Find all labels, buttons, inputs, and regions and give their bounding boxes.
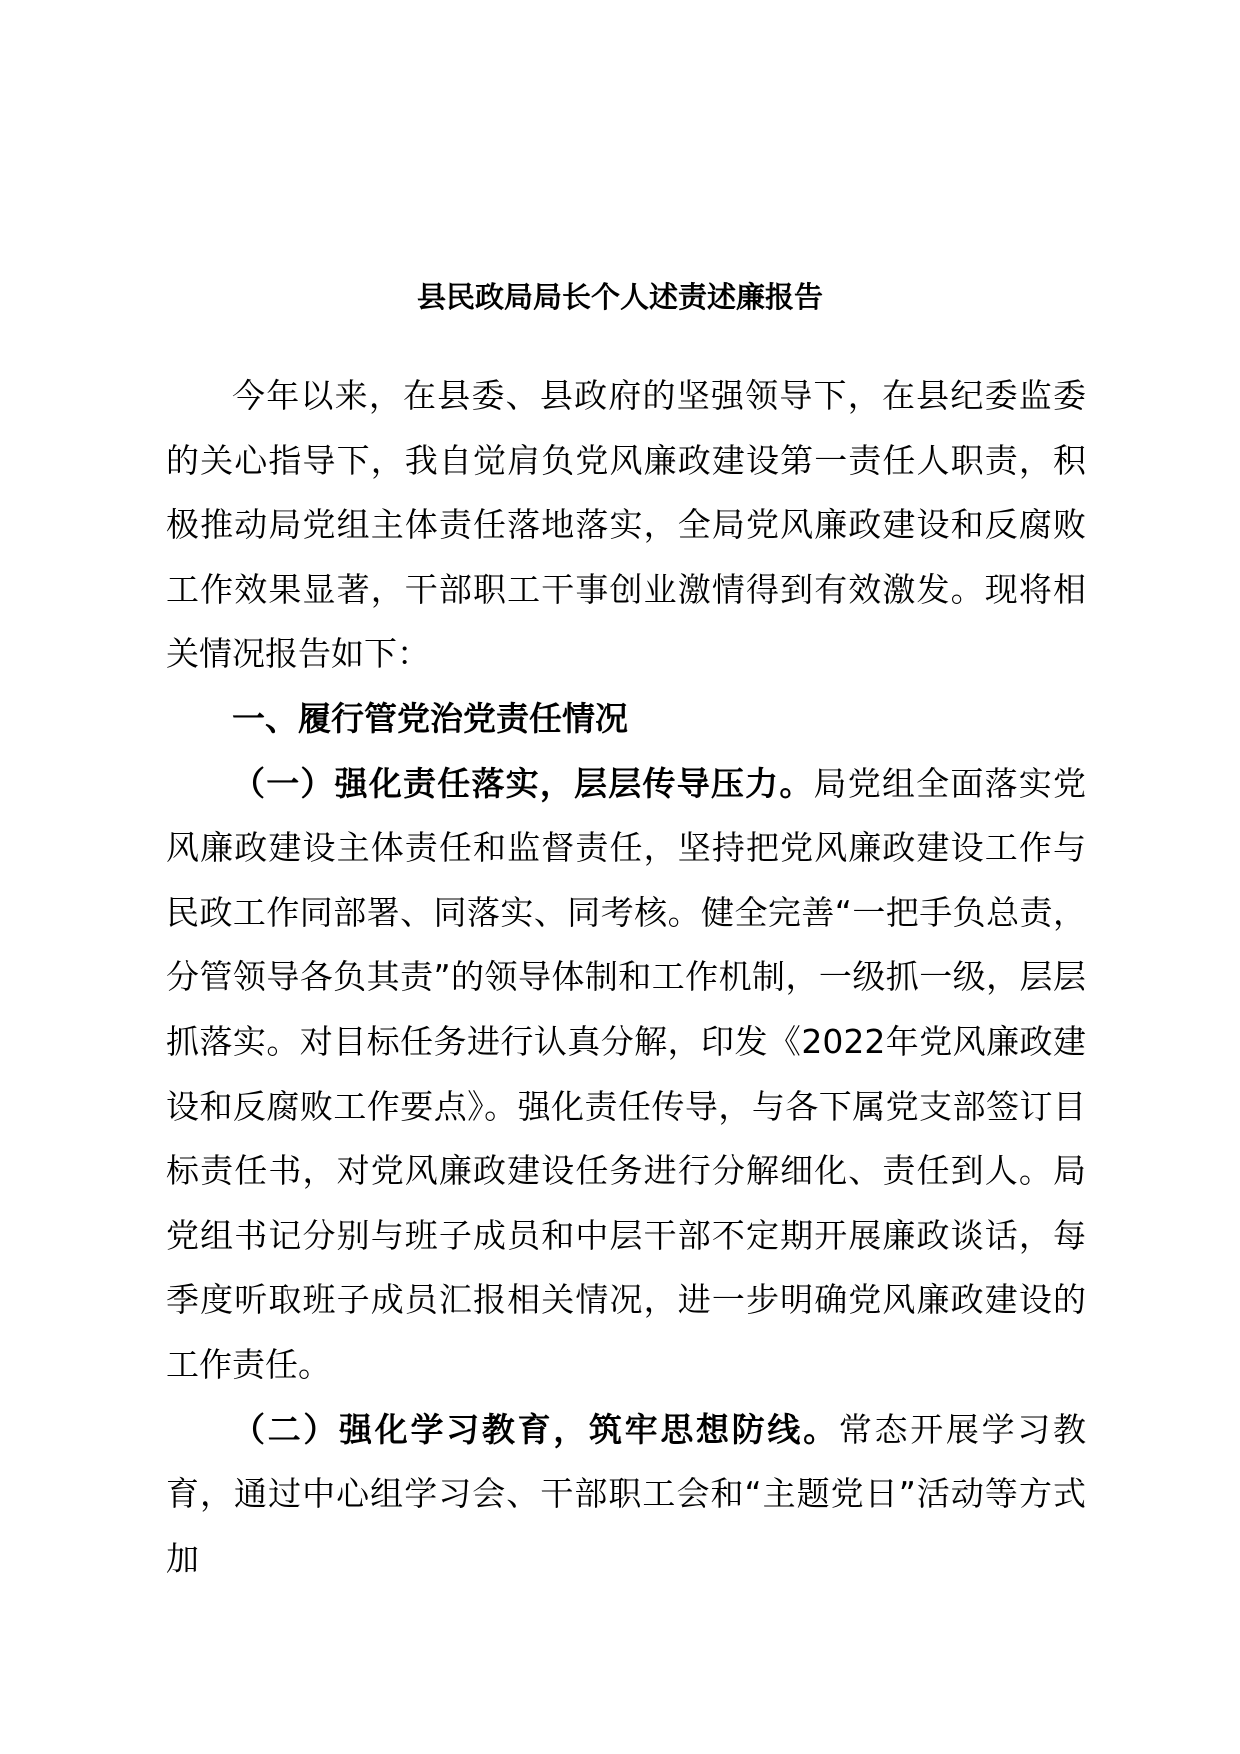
item-lead-2: （二）强化学习教育，筑牢思想防线。 xyxy=(232,1409,839,1449)
item-paragraph-1 xyxy=(166,752,1086,1398)
section-heading: 一、履行管党治党责任情况 xyxy=(232,698,628,738)
item-paragraph-2 xyxy=(166,1398,1086,1592)
document-title: 县民政局局长个人述责述廉报告 xyxy=(416,280,823,314)
item-lead-1: （一）强化责任落实，层层传导压力。 xyxy=(232,763,814,803)
item-text-2: 常态开展学习教育，通过中心组学习会、干部职工会和“主题党日”活动等方式加 xyxy=(166,1409,1087,1578)
document-body xyxy=(166,364,1086,1591)
intro-paragraph: 今年以来，在县委、县政府的坚强领导下，在县纪委监委的关心指导下，我自觉肩负党风廉政建设第一责任人职责，积极推动局党组主体责任落地落实，全局党风廉政建设和反腐败工作效果显著，干部职工干事创业激情得到有效激发。现将相关情况报告如下： xyxy=(166,376,1086,674)
item-text-1: 局党组全面落实党风廉政建设主体责任和监督责任，坚持把党风廉政建设工作与民政工作同部署、同落实、同考核。健全完善“一把手负总责，分管领导各负其责”的领导体制和工作机制，一级抓一级，层层抓落实。对目标任务进行认真分解，印发《2022年党风廉政建设和反腐败工作要点》。强化责任传导，与各下属党支部签订目标责任书，对党风廉政建设任务进行分解细化、责任到人。局党组书记分别与班子成员和中层干部不定期开展廉政谈话，每季度听取班子成员汇报相关情况，进一步明确党风廉政建设的工作责任。 xyxy=(166,763,1087,1384)
